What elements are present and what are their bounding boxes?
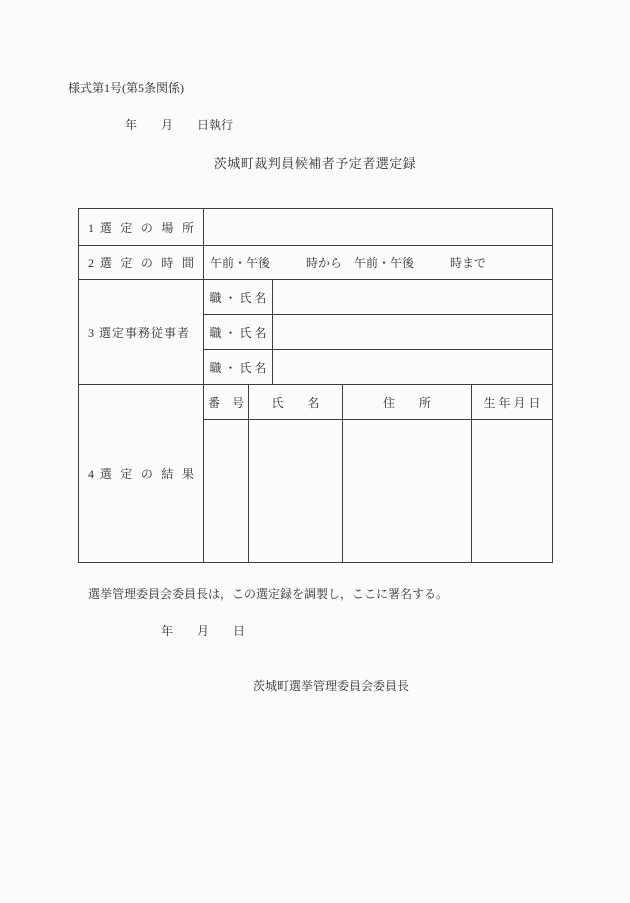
form-number: 様式第1号(第5条関係) <box>68 81 184 95</box>
result-cell-number <box>204 420 249 563</box>
result-cell-address <box>343 420 472 563</box>
table-row <box>79 385 553 420</box>
document-title: 茨城町裁判員候補者予定者選定録 <box>213 156 417 171</box>
selection-record-table <box>78 208 553 563</box>
staff-role-name-label-1: 職 ・ 氏 名 <box>204 280 273 315</box>
row1-label: 1 選 定 の 場 所 <box>79 209 204 246</box>
result-cell-name <box>249 420 343 563</box>
signature-note: 選挙管理委員会委員長は，この選定録を調製し，ここに署名する。 <box>88 587 449 601</box>
staff-role-name-label-3: 職 ・ 氏 名 <box>204 350 273 385</box>
table-row <box>79 209 553 246</box>
row3-label: 3 選定事務従事者 <box>79 280 204 385</box>
row1-value-cell <box>204 209 553 246</box>
staff-role-name-value-3 <box>273 350 553 385</box>
col-header-birthdate: 生 年 月 日 <box>472 385 553 420</box>
col-header-number: 番 号 <box>204 385 249 420</box>
table-row <box>79 280 553 315</box>
row2-time-value: 午前・午後 時から 午前・午後 時まで <box>204 246 553 280</box>
row4-label: 4 選 定 の 結 果 <box>79 385 204 563</box>
col-header-address: 住 所 <box>343 385 472 420</box>
staff-role-name-value-2 <box>273 315 553 350</box>
staff-role-name-value-1 <box>273 280 553 315</box>
commission-chair-title: 茨城町選挙管理委員会委員長 <box>253 679 410 693</box>
execution-date-line: 年 月 日執行 <box>125 118 234 132</box>
table-row <box>79 246 553 280</box>
result-cell-birthdate <box>472 420 553 563</box>
staff-role-name-label-2: 職 ・ 氏 名 <box>204 315 273 350</box>
col-header-name: 氏 名 <box>249 385 343 420</box>
row2-label: 2 選 定 の 時 間 <box>79 246 204 280</box>
signature-date-line: 年 月 日 <box>161 624 246 638</box>
